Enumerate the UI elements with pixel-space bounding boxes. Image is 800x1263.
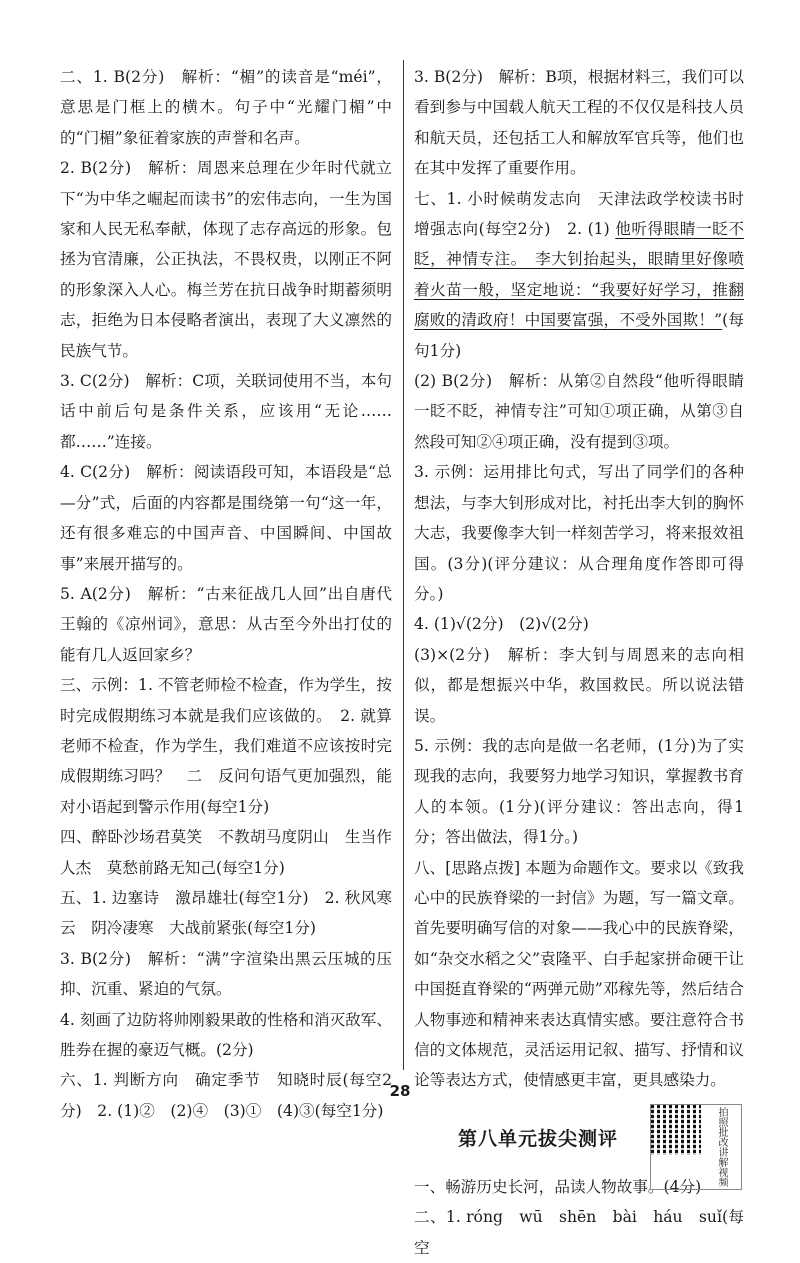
column-divider <box>403 60 404 1070</box>
answer-paragraph: 5. 示例：我的志向是做一名老师，(1分)为了实现我的志向，我要努力地学习知识，掌握教书育人的本领。(1分)(评分建议：答出志向，得1分；答出做法，得1分。) <box>414 736 744 847</box>
underlined-quote: 他听得眼睛一眨不眨，神情专注。 李大钊抬起头，眼睛里好像喷着火苗一般，坚定地说：“我要好好学习，推翻腐败的清政府！中国要富强，不受外国欺！” <box>414 220 744 330</box>
answer-paragraph: 六、1. 判断方向 确定季节 知晓时辰(每空2分) 2. (1)② (2)④ (3)① (4)③(每空1分) <box>60 1071 392 1120</box>
answer-paragraph: 四、醉卧沙场君莫笑 不教胡马度阴山 生当作人杰 莫愁前路无知己(每空1分) <box>60 828 392 877</box>
answer-paragraph: 三、示例：1. 不管老师检不检查，作为学生，按时完成假期练习本就是我们应该做的。 2. 就算老师不检查，作为学生，我们难道不应该按时完成假期练习吗？ 二 反问句语气更加强烈，能对小语起到警示作用(每空1分) <box>60 676 392 816</box>
answer-paragraph: (3)×(2分) 解析：李大钊与周恩来的志向相似，都是想振兴中华，救国救民。所以说法错误。 <box>414 645 744 725</box>
qr-label: 拍照批改讲解视频 <box>716 1106 727 1187</box>
answer-paragraph: 3. B(2分) 解析：B项，根据材料三，我们可以看到参与中国载人航天工程的不仅仅是科技人员和航天员，还包括工人和解放军官兵等，他们也在其中发挥了重要作用。 <box>414 68 744 178</box>
answer-paragraph: 八、[思路点拨] 本题为命题作文。要求以《致我心中的民族脊梁的一封信》为题，写一篇文章。首先要明确写信的对象——我心中的民族脊梁，如“杂交水稻之父”袁隆平、白手起家拼命硬干让中国挺直脊梁的“两弹元勋”邓稼先等，然后结合人物事迹和精神来表达真情实感。要注意符合书信的文体规范，灵活运用记叙、描写、抒情和议论等表达方式，使情感更丰富，更具感染力。 <box>414 858 744 1090</box>
answer-paragraph: 5. A(2分) 解析：“古来征战几人回”出自唐代王翰的《凉州词》，意思：从古至今外出打仗的能有几人返回家乡？ <box>60 584 392 664</box>
answer-paragraph: 4. (1)√(2分) (2)√(2分) <box>414 615 589 634</box>
answer-paragraph: 一、畅游历史长河，品读人物故事。(4分) <box>414 1177 702 1196</box>
answer-text: 七、1. 小时候萌发志向 天津法政学校读书时增强志向(每空2分) 2. (1) <box>414 189 744 239</box>
left-column <box>60 62 392 1126</box>
answer-paragraph: 二、1. róng wū shēn bài háu suǐ(每空 <box>414 1208 744 1257</box>
qr-code-box[interactable] <box>650 1104 742 1190</box>
answer-paragraph: 3. 示例：运用排比句式，写出了同学们的各种想法，与李大钊形成对比，衬托出李大钊的胸怀大志，我要像李大钊一样刻苦学习，将来报效祖国。(3分)(评分建议：从合理角度作答即可得分。) <box>414 463 744 603</box>
score-note: (每句1分) <box>414 311 744 360</box>
answer-paragraph: 二、1. B(2分) 解析：“楣”的读音是“méi”，意思是门框上的横木。句子中“光耀门楣”中的“门楣”象征着家族的声誉和名声。 <box>60 68 392 147</box>
answer-paragraph: 2. B(2分) 解析：周恩来总理在少年时代就立下“为中华之崛起而读书”的宏伟志向，一生为国家和人民无私奉献，体现了志存高远的形象。包拯为官清廉，公正执法，不畏权贵，以刚正不阿的形象深入人心。梅兰芳在抗日战争时期蓄须明志，拒绝为日本侵略者演出，表现了大义凛然的民族气节。 <box>60 159 392 360</box>
unit-title: 第八单元拔尖测评 <box>458 1127 619 1150</box>
answer-paragraph: 4. C(2分) 解析：阅读语段可知，本语段是“总—分”式，后面的内容都是围绕第一句“这一年，还有很多难忘的中国声音、中国瞬间、中国故事”来展开描写的。 <box>60 463 392 573</box>
answer-paragraph: 3. C(2分) 解析：C项，关联词使用不当，本句话中前后句是条件关系，应该用“无论……都……”连接。 <box>60 372 392 451</box>
answer-paragraph: 五、1. 边塞诗 激昂雄壮(每空1分) 2. 秋风寒云 阴冷凄寒 大战前紧张(每空1分) <box>60 888 392 938</box>
answer-paragraph: (2) B(2分) 解析：从第②自然段“他听得眼睛一眨不眨，神情专注”可知①项正确，从第③自然段可知②④项正确，没有提到③项。 <box>414 372 744 451</box>
page-number: 28 <box>389 1082 411 1100</box>
answer-paragraph: 4. 刻画了边防将帅刚毅果敢的性格和消灭敌军、胜券在握的豪迈气概。(2分) <box>60 1010 392 1059</box>
answer-paragraph: 3. B(2分) 解析：“满”字渲染出黑云压城的压抑、沉重、紧迫的气氛。 <box>60 949 392 999</box>
answer-paragraph <box>414 184 744 366</box>
